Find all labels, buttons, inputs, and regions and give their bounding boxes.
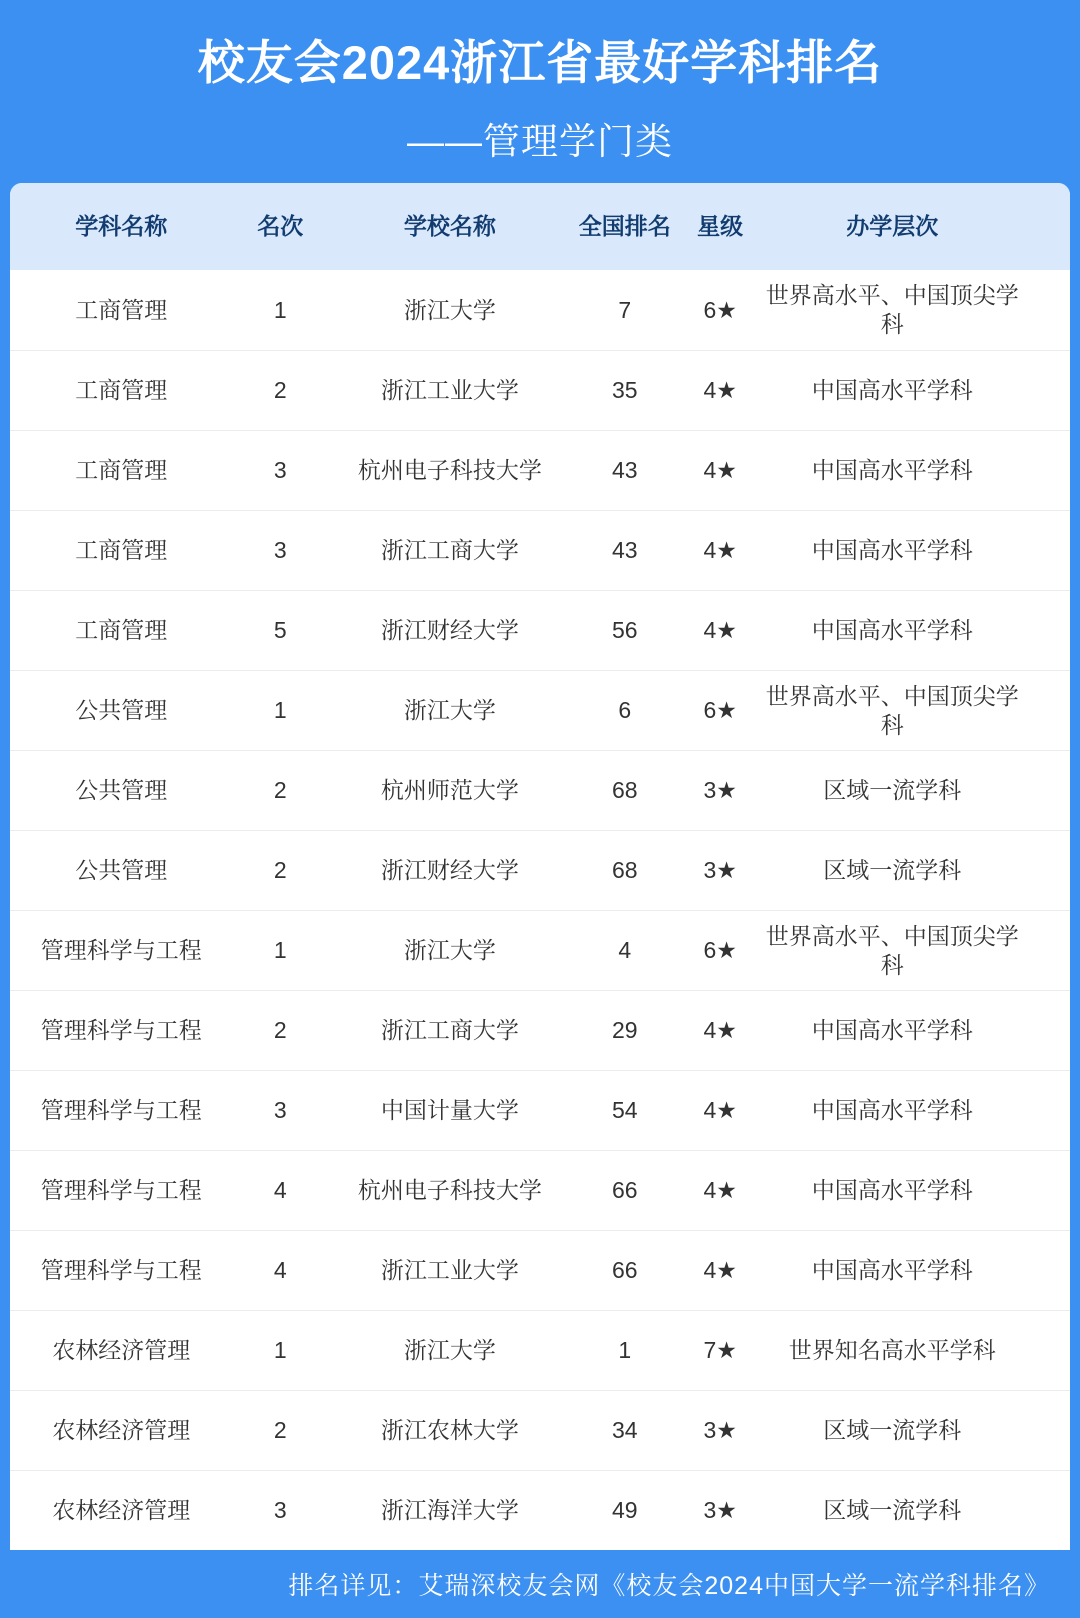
cell-star-level: 3★ <box>703 1417 737 1444</box>
cell-national-rank: 49 <box>611 1497 638 1524</box>
cell-tier: 区域一流学科 <box>823 857 962 884</box>
table-row <box>10 430 1070 510</box>
cell-tier: 中国高水平学科 <box>811 377 973 404</box>
column-header-national-rank: 全国排名 <box>578 213 671 240</box>
cell-national-rank: 66 <box>611 1177 638 1204</box>
cell-rank: 4 <box>273 1257 287 1284</box>
cell-university: 浙江财经大学 <box>380 617 519 644</box>
table-row <box>10 670 1070 750</box>
cell-discipline: 管理科学与工程 <box>40 1257 202 1284</box>
cell-rank: 5 <box>273 617 287 644</box>
column-header-rank: 名次 <box>257 213 304 240</box>
cell-rank: 2 <box>273 1417 287 1444</box>
cell-national-rank: 43 <box>611 537 638 564</box>
cell-star-level: 6★ <box>703 296 737 323</box>
cell-national-rank: 35 <box>611 377 638 404</box>
cell-tier: 世界高水平、中国顶尖学科 <box>765 682 1019 738</box>
cell-rank: 3 <box>273 1097 287 1124</box>
cell-discipline: 管理科学与工程 <box>40 1177 202 1204</box>
table-row <box>10 1150 1070 1230</box>
cell-university: 浙江海洋大学 <box>380 1497 519 1524</box>
cell-rank: 4 <box>273 1177 287 1204</box>
cell-national-rank: 7 <box>618 296 632 323</box>
cell-rank: 2 <box>273 1017 287 1044</box>
cell-star-level: 4★ <box>703 1257 737 1284</box>
table-row <box>10 1390 1070 1470</box>
table-row <box>10 350 1070 430</box>
table-row <box>10 1230 1070 1310</box>
cell-rank: 3 <box>273 457 287 484</box>
cell-rank: 2 <box>273 857 287 884</box>
cell-star-level: 6★ <box>703 697 737 724</box>
cell-tier: 中国高水平学科 <box>811 537 973 564</box>
cell-university: 浙江大学 <box>403 937 496 964</box>
cell-star-level: 4★ <box>703 1097 737 1124</box>
cell-star-level: 4★ <box>703 377 737 404</box>
cell-national-rank: 54 <box>611 1097 638 1124</box>
cell-discipline: 工商管理 <box>75 457 168 484</box>
cell-star-level: 3★ <box>703 777 737 804</box>
cell-tier: 区域一流学科 <box>823 1497 962 1524</box>
cell-star-level: 7★ <box>703 1337 737 1364</box>
table-row <box>10 510 1070 590</box>
cell-university: 杭州电子科技大学 <box>357 457 542 484</box>
cell-discipline: 公共管理 <box>75 777 168 804</box>
cell-university: 浙江大学 <box>403 1337 496 1364</box>
cell-star-level: 6★ <box>703 937 737 964</box>
cell-rank: 1 <box>273 937 287 964</box>
cell-tier: 世界高水平、中国顶尖学科 <box>765 282 1019 337</box>
table-row <box>10 990 1070 1070</box>
table-row <box>10 1310 1070 1390</box>
column-header-university: 学校名称 <box>403 213 496 240</box>
footer-bar <box>0 1550 1080 1618</box>
page-subtitle: ——管理学门类 <box>407 121 673 162</box>
cell-rank: 2 <box>273 377 287 404</box>
cell-discipline: 农林经济管理 <box>52 1497 191 1524</box>
cell-university: 浙江工业大学 <box>380 377 519 404</box>
cell-rank: 3 <box>273 1497 287 1524</box>
column-header-tier: 办学层次 <box>846 213 939 240</box>
cell-star-level: 4★ <box>703 617 737 644</box>
cell-university: 浙江工业大学 <box>380 1257 519 1284</box>
cell-discipline: 管理科学与工程 <box>40 1017 202 1044</box>
cell-tier: 中国高水平学科 <box>811 457 973 484</box>
cell-discipline: 管理科学与工程 <box>40 1097 202 1124</box>
table-row <box>10 750 1070 830</box>
cell-university: 浙江工商大学 <box>380 1017 519 1044</box>
table-row <box>10 910 1070 990</box>
cell-star-level: 4★ <box>703 537 737 564</box>
cell-tier: 中国高水平学科 <box>811 1177 973 1204</box>
cell-star-level: 4★ <box>703 457 737 484</box>
cell-discipline: 管理科学与工程 <box>40 937 202 964</box>
page-header <box>0 0 1080 183</box>
cell-discipline: 工商管理 <box>75 377 168 404</box>
cell-university: 浙江大学 <box>403 697 496 724</box>
cell-star-level: 3★ <box>703 1497 737 1524</box>
cell-discipline: 工商管理 <box>75 617 168 644</box>
cell-discipline: 公共管理 <box>75 857 168 884</box>
cell-national-rank: 68 <box>611 777 638 804</box>
cell-discipline: 工商管理 <box>75 296 168 323</box>
cell-discipline: 工商管理 <box>75 537 168 564</box>
cell-university: 浙江工商大学 <box>380 537 519 564</box>
table-row <box>10 830 1070 910</box>
cell-university: 中国计量大学 <box>380 1097 519 1124</box>
cell-discipline: 公共管理 <box>75 697 168 724</box>
cell-discipline: 农林经济管理 <box>52 1417 191 1444</box>
cell-university: 浙江财经大学 <box>380 857 519 884</box>
cell-national-rank: 4 <box>618 937 632 964</box>
footer-note: 排名详见：艾瑞深校友会网《校友会2024中国大学一流学科排名》 <box>288 1572 1050 1600</box>
ranking-table <box>10 183 1070 1550</box>
cell-national-rank: 1 <box>618 1337 632 1364</box>
cell-national-rank: 56 <box>611 617 638 644</box>
table-row <box>10 270 1070 350</box>
cell-tier: 中国高水平学科 <box>811 1017 973 1044</box>
cell-star-level: 4★ <box>703 1177 737 1204</box>
table-row <box>10 590 1070 670</box>
table-header-row <box>10 183 1070 270</box>
cell-tier: 世界高水平、中国顶尖学科 <box>765 922 1019 978</box>
cell-university: 杭州师范大学 <box>380 777 519 804</box>
cell-tier: 中国高水平学科 <box>811 1257 973 1284</box>
cell-tier: 世界知名高水平学科 <box>788 1337 996 1364</box>
cell-university: 杭州电子科技大学 <box>357 1177 542 1204</box>
cell-national-rank: 29 <box>611 1017 638 1044</box>
cell-discipline: 农林经济管理 <box>52 1337 191 1364</box>
cell-tier: 中国高水平学科 <box>811 617 973 644</box>
cell-star-level: 4★ <box>703 1017 737 1044</box>
cell-tier: 区域一流学科 <box>823 777 962 804</box>
page-title: 校友会2024浙江省最好学科排名 <box>197 36 883 89</box>
cell-national-rank: 43 <box>611 457 638 484</box>
table-row <box>10 1470 1070 1550</box>
table-row <box>10 1070 1070 1150</box>
cell-tier: 中国高水平学科 <box>811 1097 973 1124</box>
cell-national-rank: 6 <box>618 697 632 724</box>
cell-rank: 1 <box>273 1337 287 1364</box>
cell-rank: 1 <box>273 296 287 323</box>
cell-university: 浙江大学 <box>403 296 496 323</box>
cell-national-rank: 68 <box>611 857 638 884</box>
cell-rank: 3 <box>273 537 287 564</box>
cell-national-rank: 34 <box>611 1417 638 1444</box>
cell-university: 浙江农林大学 <box>380 1417 519 1444</box>
cell-rank: 2 <box>273 777 287 804</box>
column-header-discipline: 学科名称 <box>75 213 168 240</box>
table-body <box>10 270 1070 1550</box>
column-header-star-level: 星级 <box>697 213 744 240</box>
cell-star-level: 3★ <box>703 857 737 884</box>
cell-tier: 区域一流学科 <box>823 1417 962 1444</box>
cell-national-rank: 66 <box>611 1257 638 1284</box>
cell-rank: 1 <box>273 697 287 724</box>
